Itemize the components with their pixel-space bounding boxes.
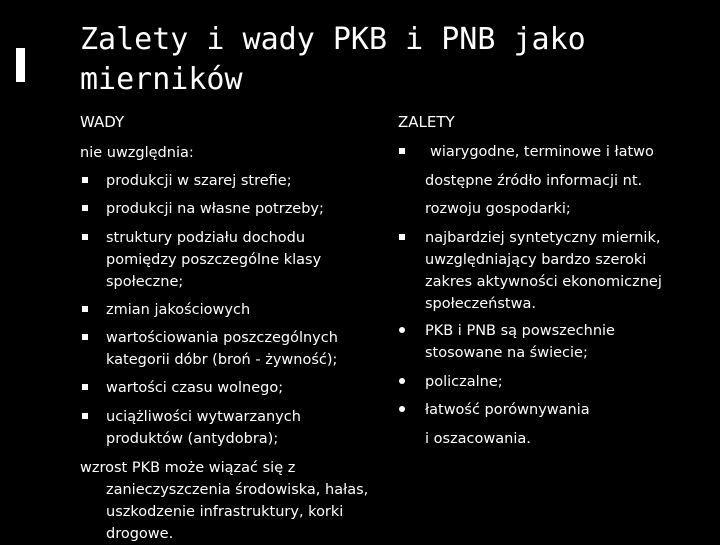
bullet-icon [399, 378, 405, 384]
wady-footer-line: zanieczyszczenia środowiska, hałas, [106, 482, 369, 498]
accent-bar [16, 50, 25, 82]
bullet-icon [82, 177, 88, 183]
bullet-icon [82, 334, 88, 340]
zalety-heading: ZALETY [398, 113, 455, 131]
wady-item: zmian jakościowych [106, 302, 251, 318]
zalety-item-line: społeczeństwa. [425, 296, 536, 312]
accent-line [16, 48, 25, 50]
wady-heading: WADY [80, 113, 125, 131]
wady-item-line: kategorii dóbr (broń - żywność); [106, 352, 338, 368]
bullet-icon [399, 327, 405, 333]
zalety-item-line: wiarygodne, terminowe i łatwo [430, 144, 654, 160]
zalety-item-line: rozwoju gospodarki; [425, 201, 571, 217]
bullet-icon [82, 384, 88, 390]
wady-item-line: struktury podziału dochodu [106, 230, 306, 246]
page-title: Zalety i wady PKB i PNB jako mierników [80, 22, 586, 97]
zalety-item-line: zakres aktywności ekonomicznej [425, 274, 662, 290]
wady-item-line: produktów (antydobra); [106, 431, 279, 447]
bullet-icon [82, 413, 88, 419]
zalety-item-line: PKB i PNB są powszechnie [425, 323, 615, 339]
bullet-icon [82, 306, 88, 312]
bullet-icon [399, 234, 405, 240]
bullet-icon [399, 148, 405, 154]
zalety-item-line: najbardziej syntetyczny miernik, [425, 230, 661, 246]
zalety-item-line: stosowane na świecie; [425, 345, 588, 361]
wady-intro: nie uwzględnia: [80, 145, 194, 161]
wady-item: produkcji na własne potrzeby; [106, 201, 324, 217]
wady-item: wartości czasu wolnego; [106, 380, 284, 396]
zalety-item-line: dostępne źródło informacji nt. [425, 173, 643, 189]
zalety-item-line: i oszacowania. [425, 431, 531, 447]
zalety-item-line: łatwość porównywania [425, 402, 590, 418]
wady-footer-line: drogowe. [106, 526, 174, 542]
bullet-icon [82, 205, 88, 211]
zalety-item: policzalne; [425, 374, 503, 390]
wady-item-line: społeczne; [106, 274, 184, 290]
wady-item: produkcji w szarej strefie; [106, 173, 292, 189]
wady-item-line: uciążliwości wytwarzanych [106, 409, 301, 425]
wady-footer-line: uszkodzenie infrastruktury, korki [106, 504, 344, 520]
zalety-item-line: uwzględniający bardzo szeroki [425, 252, 647, 268]
wady-item-line: wartościowania poszczególnych [106, 330, 338, 346]
wady-item-line: pomiędzy poszczególne klasy [106, 252, 322, 268]
bullet-icon [399, 406, 405, 412]
bullet-icon [82, 234, 88, 240]
wady-footer-line: wzrost PKB może wiązać się z [80, 460, 296, 476]
